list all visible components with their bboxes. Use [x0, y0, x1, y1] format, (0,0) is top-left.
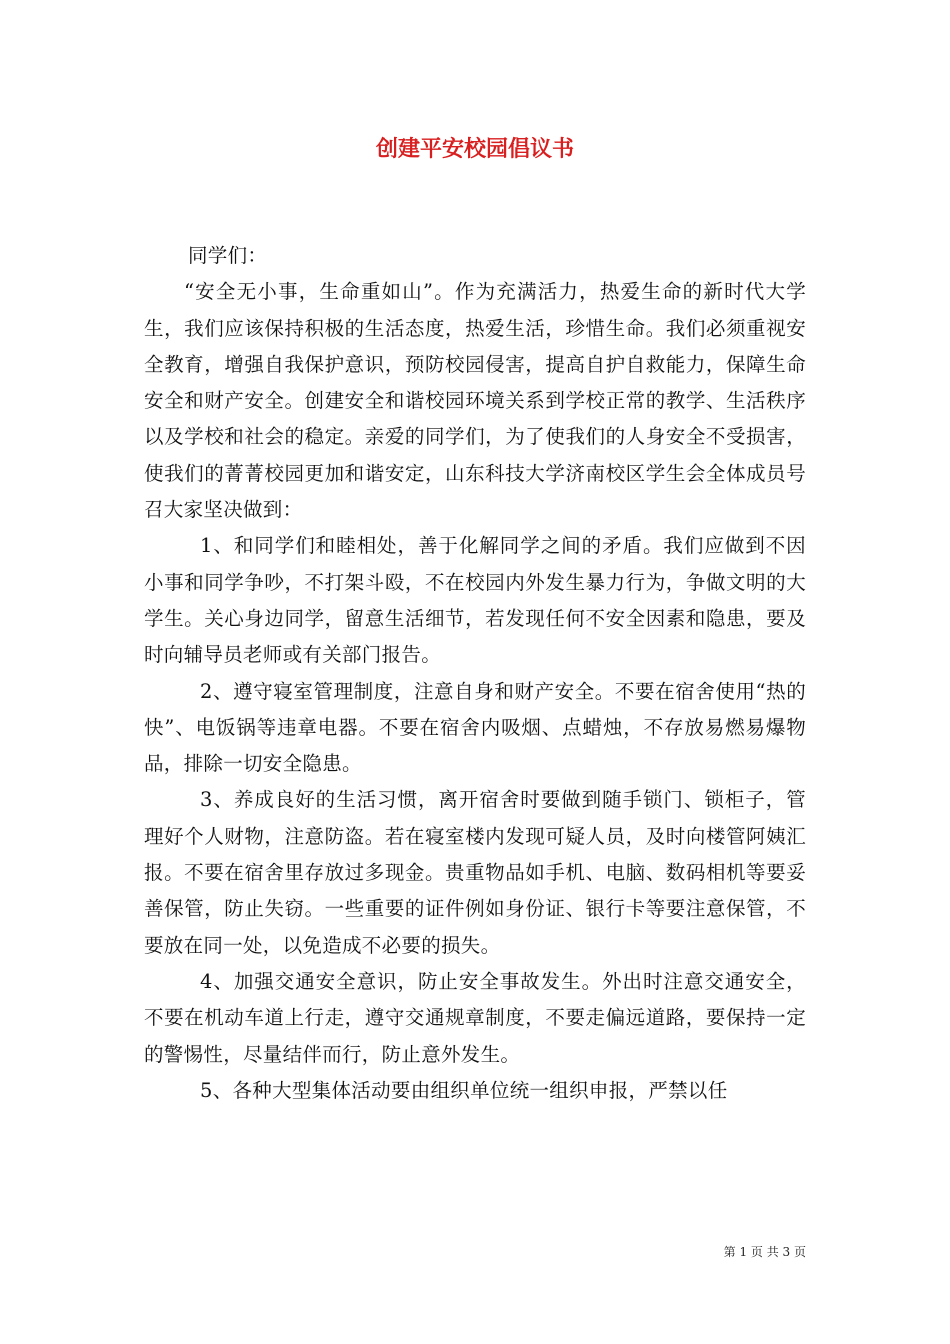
- list-item: 5、各种大型集体活动要由组织单位统一组织申报，严禁以任: [200, 1078, 728, 1102]
- list-item: 3、养成良好的生活习惯，离开宿舍时要做到随手锁门、锁柜子，管理好个人财物，注意防盗。若在寝室楼内发现可疑人员，及时向楼管阿姨汇报。不要在宿舍里存放过多现金。贵重物品如手机、电脑、数码相机等要妥善保管，防止失窃。一些重要的证件例如身份证、银行卡等要注意保管，不要放在同一处，以免造成不必要的损失。: [144, 788, 806, 957]
- document-body: [144, 238, 806, 1109]
- greeting: 同学们：: [188, 244, 268, 267]
- page-number: 第 1 页 共 3 页: [723, 1245, 806, 1259]
- document-title: 创建平安校园倡议书: [375, 136, 574, 162]
- list-item: 4、加强交通安全意识，防止安全事故发生。外出时注意交通安全，不要在机动车道上行走，遵守交通规章制度，不要走偏远道路，要保持一定的警惕性，尽量结伴而行，防止意外发生。: [144, 969, 806, 1066]
- list-item: 1、和同学们和睦相处，善于化解同学之间的矛盾。我们应做到不因小事和同学争吵，不打架斗殴，不在校园内外发生暴力行为，争做文明的大学生。关心身边同学，留意生活细节，若发现任何不安全因素和隐患，要及时向辅导员老师或有关部门报告。: [144, 534, 806, 667]
- intro-paragraph: “安全无小事，生命重如山”。作为充满活力，热爱生命的新时代大学生，我们应该保持积极的生活态度，热爱生活，珍惜生命。我们必须重视安全教育，增强自我保护意识，预防校园侵害，提高自护自救能力，保障生命安全和财产安全。创建安全和谐校园环境关系到学校正常的教学、生活秩序以及学校和社会的稳定。亲爱的同学们，为了使我们的人身安全不受损害，使我们的菁菁校园更加和谐安定，山东科技大学济南校区学生会全体成员号召大家坚决做到：: [144, 280, 806, 522]
- list-item: 2、遵守寝室管理制度，注意自身和财产安全。不要在宿舍使用“热的快”、电饭锅等违章电器。不要在宿舍内吸烟、点蜡烛，不存放易燃易爆物品，排除一切安全隐患。: [144, 679, 806, 776]
